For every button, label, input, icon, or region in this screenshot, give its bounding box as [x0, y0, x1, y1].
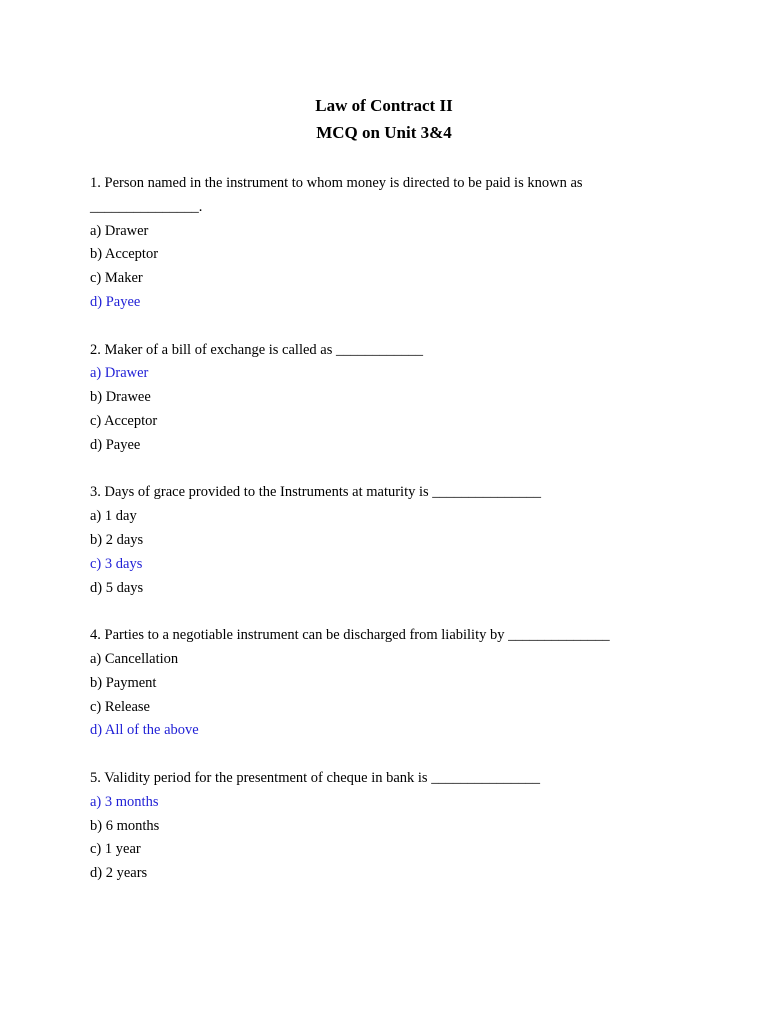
option-b: b) Acceptor	[90, 246, 159, 263]
option-c: c) 1 year	[90, 841, 141, 858]
option-c-correct-answer: c) 3 days	[90, 555, 143, 572]
option-a-correct-answer: a) 3 months	[90, 793, 159, 810]
option-d: d) 2 years	[90, 865, 148, 882]
title-block	[0, 92, 768, 146]
option-c: c) Acceptor	[90, 412, 158, 429]
question-5	[90, 767, 680, 886]
question-list	[90, 172, 680, 910]
option-a: a) Cancellation	[90, 650, 179, 667]
option-b: b) Drawee	[90, 389, 151, 406]
question-stem: 4. Parties to a negotiable instrument can be discharged from liability by ______________	[90, 627, 610, 644]
option-a-correct-answer: a) Drawer	[90, 365, 149, 382]
question-4	[90, 624, 680, 743]
option-b: b) Payment	[90, 674, 157, 691]
question-stem: 3. Days of grace provided to the Instruments at maturity is _______________	[90, 484, 542, 501]
question-stem: 5. Validity period for the presentment of cheque in bank is _______________	[90, 769, 540, 786]
option-d-correct-answer: d) All of the above	[90, 722, 199, 739]
question-2	[90, 339, 680, 458]
question-1	[90, 172, 680, 315]
option-c: c) Release	[90, 698, 150, 715]
question-3	[90, 481, 680, 600]
option-c: c) Maker	[90, 270, 143, 287]
question-stem: 2. Maker of a bill of exchange is called as ____________	[90, 341, 424, 358]
question-stem: 1. Person named in the instrument to whom money is directed to be paid is known as _______________.	[90, 175, 583, 215]
option-b: b) 2 days	[90, 531, 144, 548]
option-a: a) 1 day	[90, 508, 137, 525]
option-b: b) 6 months	[90, 817, 160, 834]
document-subtitle: MCQ on Unit 3&4	[316, 123, 452, 142]
option-d: d) 5 days	[90, 579, 144, 596]
document-title: Law of Contract II	[315, 96, 453, 115]
option-d-correct-answer: d) Payee	[90, 293, 141, 310]
option-d: d) Payee	[90, 436, 141, 453]
option-a: a) Drawer	[90, 222, 149, 239]
